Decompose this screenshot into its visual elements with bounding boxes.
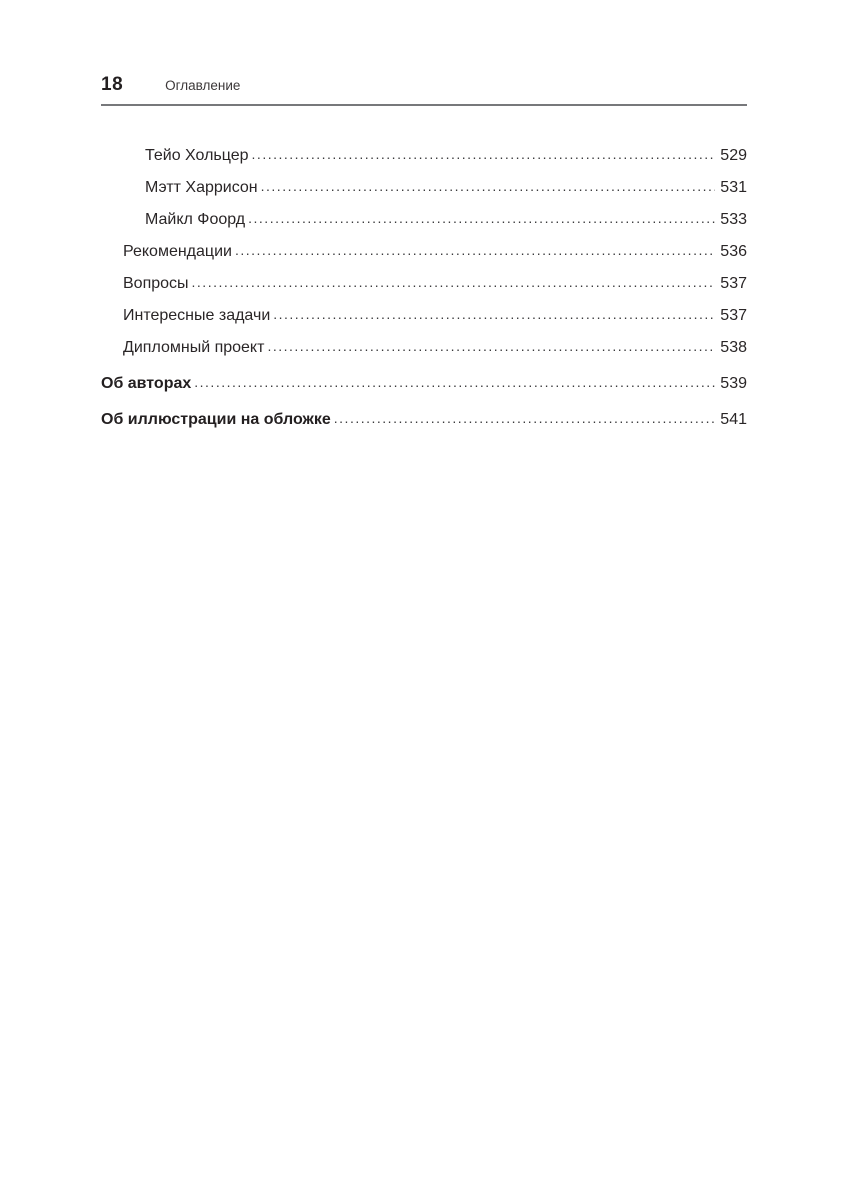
toc-entry xyxy=(123,339,747,356)
toc-entry-title: Тейо Хольцер xyxy=(145,147,249,164)
toc-entry-page: 529 xyxy=(720,147,747,164)
toc-entry-title: Рекомендации xyxy=(123,243,232,260)
dot-leader xyxy=(334,410,716,427)
toc-entry xyxy=(101,375,747,392)
toc-entry xyxy=(145,211,747,228)
toc-entry-title: Интересные задачи xyxy=(123,307,271,324)
dot-leader xyxy=(248,210,715,227)
dot-leader xyxy=(267,338,715,355)
dot-leader xyxy=(194,374,715,391)
page-number: 18 xyxy=(101,74,124,95)
toc-entry-page: 539 xyxy=(720,375,747,392)
toc-entry xyxy=(101,411,747,428)
toc-entry-title: Дипломный проект xyxy=(123,339,265,356)
toc-entry-page: 538 xyxy=(720,339,747,356)
toc-entry-title: Об иллюстрации на обложке xyxy=(101,411,331,428)
dot-leader xyxy=(252,146,716,163)
toc-entry-page: 536 xyxy=(720,243,747,260)
toc-list xyxy=(101,147,747,443)
page-header xyxy=(101,74,747,106)
dot-leader xyxy=(273,306,715,323)
dot-leader xyxy=(192,274,716,291)
toc-entry-page: 537 xyxy=(720,307,747,324)
toc-entry xyxy=(145,147,747,164)
toc-entry-title: Майкл Фоорд xyxy=(145,211,246,228)
toc-entry-title: Мэтт Харрисон xyxy=(145,179,258,196)
dot-leader xyxy=(261,178,716,195)
dot-leader xyxy=(235,242,715,259)
toc-entry-page: 537 xyxy=(720,275,747,292)
toc-entry xyxy=(123,307,747,324)
toc-entry-title: Об авторах xyxy=(101,375,192,392)
toc-entry xyxy=(145,179,747,196)
toc-entry xyxy=(123,275,747,292)
toc-entry xyxy=(123,243,747,260)
running-title: Оглавление xyxy=(165,78,241,93)
toc-entry-page: 533 xyxy=(720,211,747,228)
toc-entry-page: 531 xyxy=(720,179,747,196)
toc-entry-page: 541 xyxy=(720,411,747,428)
toc-entry-title: Вопросы xyxy=(123,275,189,292)
